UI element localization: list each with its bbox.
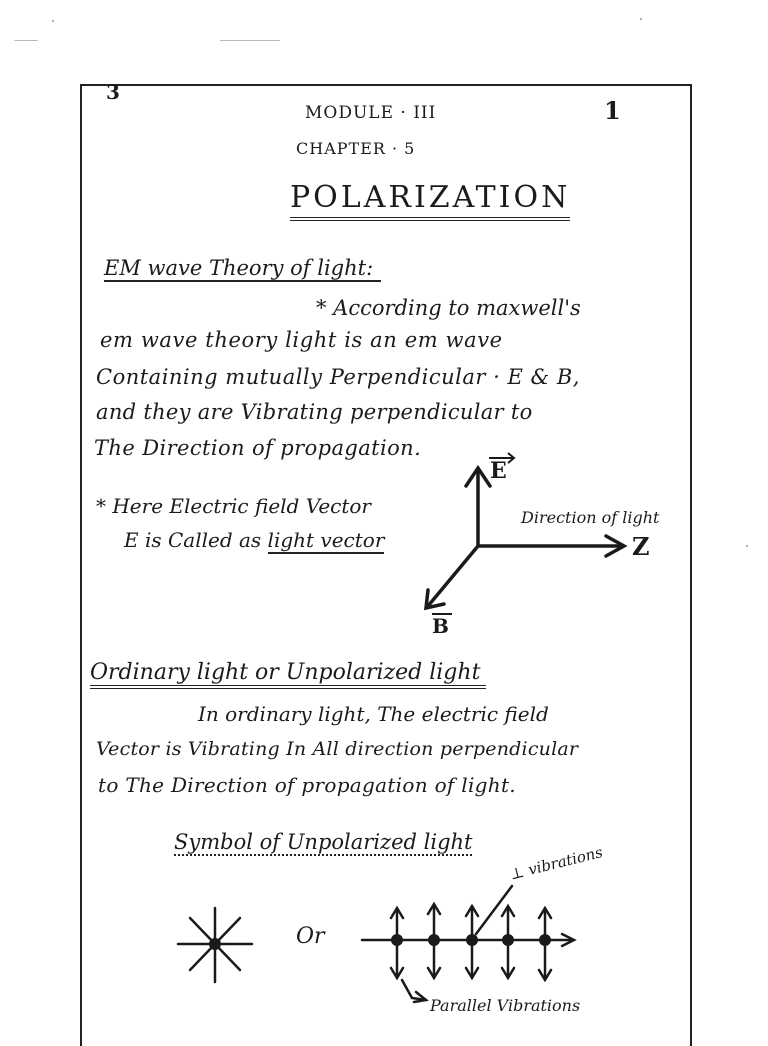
b-axis-label: B xyxy=(432,614,449,638)
symbol-heading: Symbol of Unpolarized light xyxy=(174,830,473,854)
perpendicular-vibrations-label: ⊥ vibrations xyxy=(508,842,605,884)
light-vector-note: E is Called as light vector xyxy=(124,528,385,552)
section2-line: In ordinary light, The electric field xyxy=(198,702,549,726)
parallel-vibrations-label: Parallel Vibrations xyxy=(430,996,581,1015)
page-number: 1 xyxy=(604,96,621,125)
section1-line: Containing mutually Perpendicular · E & B, xyxy=(96,365,580,389)
section1-heading: EM wave Theory of light: xyxy=(104,256,381,282)
section2-heading: Ordinary light or Unpolarized light xyxy=(90,660,486,689)
direction-of-light-label: Direction of light xyxy=(521,508,660,527)
chapter-label: CHAPTER · 5 xyxy=(296,139,416,158)
section2-line: Vector is Vibrating In All direction perpendicular xyxy=(96,738,579,760)
light-vector-note: * Here Electric field Vector xyxy=(96,494,371,518)
section1-line: em wave theory light is an em wave xyxy=(100,328,503,352)
star-center-dot xyxy=(209,938,221,950)
module-label: MODULE · III xyxy=(305,103,437,123)
light-vector-term: light vector xyxy=(267,528,385,552)
section2-line: to The Direction of propagation of light. xyxy=(98,773,516,797)
section1-line: The Direction of propagation. xyxy=(94,436,422,460)
section1-line: * According to maxwell's xyxy=(316,296,581,320)
corner-mark: 3 xyxy=(106,80,120,104)
page-title: POLARIZATION xyxy=(290,180,570,221)
z-axis-label: Z xyxy=(632,532,650,561)
or-label: Or xyxy=(296,924,325,949)
section1-line: and they are Vibrating perpendicular to xyxy=(96,400,533,424)
e-axis-label: E xyxy=(490,458,507,484)
